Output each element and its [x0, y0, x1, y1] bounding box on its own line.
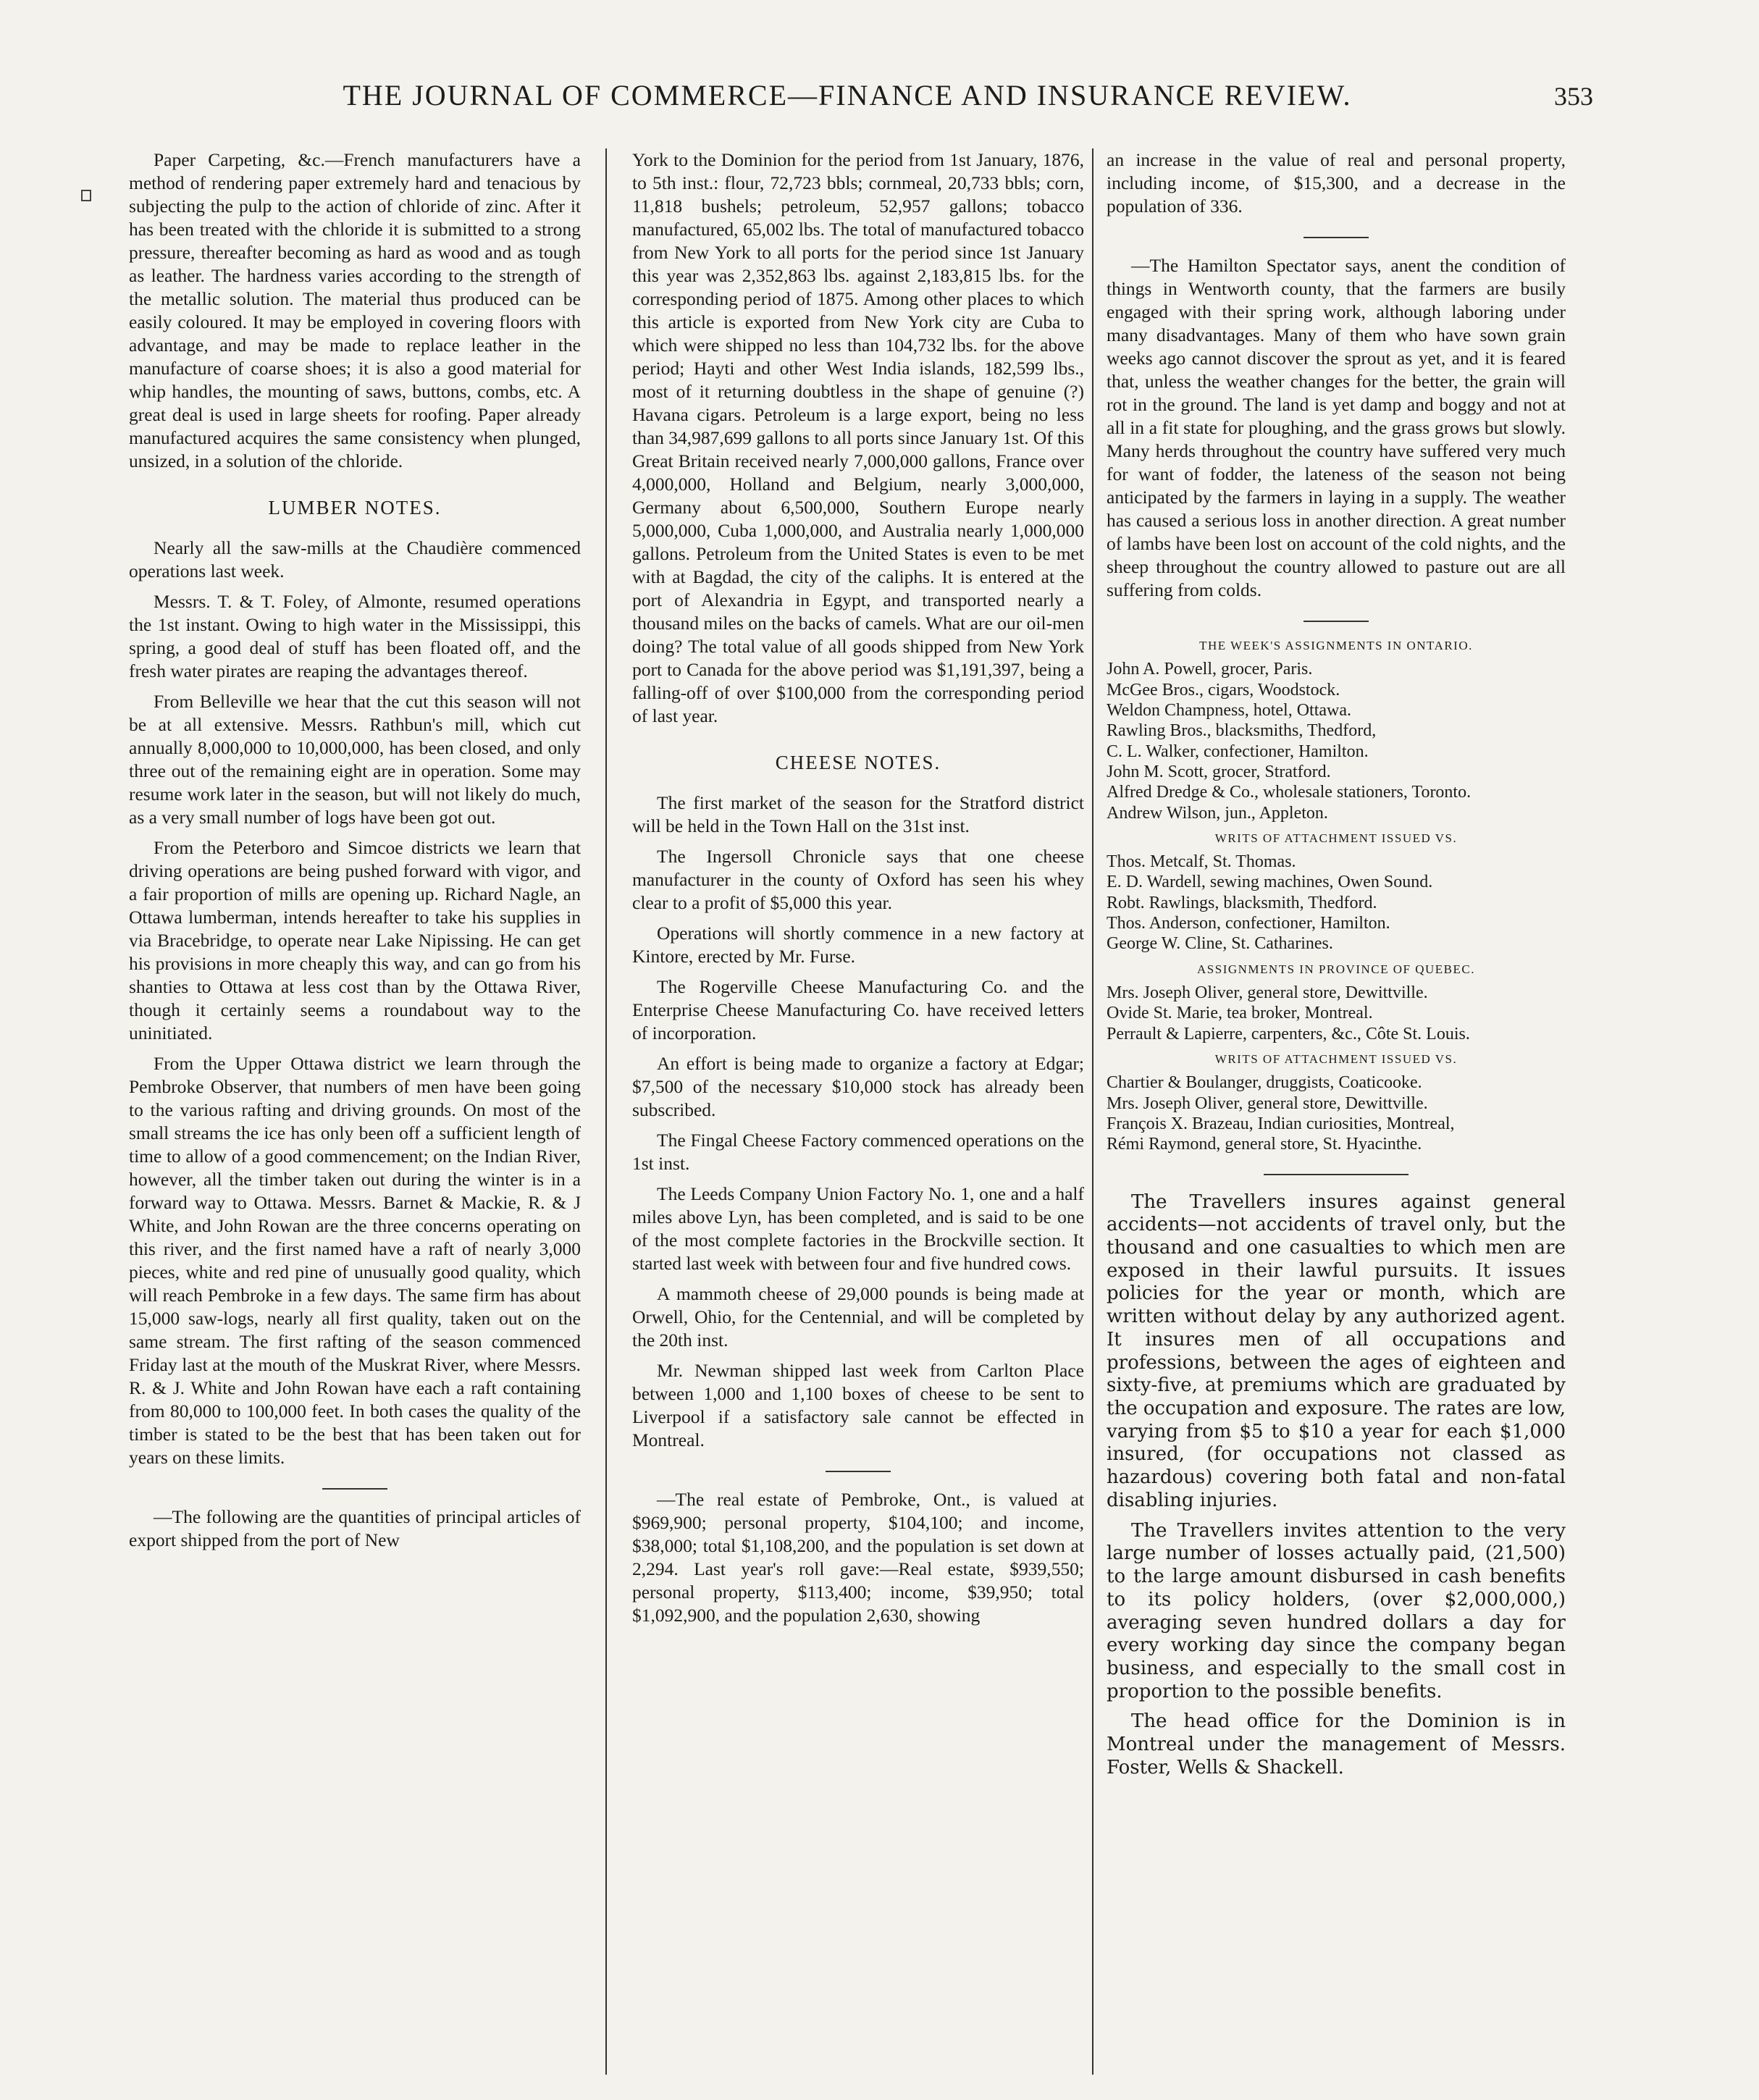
list-item: E. D. Wardell, sewing machines, Owen Sound.	[1107, 873, 1433, 892]
list-item: Thos. Anderson, confectioner, Hamilton.	[1107, 914, 1390, 933]
page-number: 353	[1554, 82, 1593, 111]
list-item: George W. Cline, St. Catharines.	[1107, 934, 1333, 954]
lumber-paragraph: Nearly all the saw-mills at the Chaudière commenced operations last week.	[129, 537, 581, 581]
list-item: Perrault & Lapierre, carpenters, &c., Côte St. Louis.	[1107, 1024, 1470, 1043]
cheese-paragraph: Mr. Newman shipped last week from Carlton Place between 1,000 and 1,100 boxes of cheese to be sent to Liverpool if a satisfactory sale cannot be effected in Montreal.	[632, 1359, 1084, 1450]
list-item: Mrs. Joseph Oliver, general store, Dewittville.	[1107, 1093, 1428, 1113]
pembroke-paragraph: —The real estate of Pembroke, Ont., is valued at $969,900; personal property, $104,100; and income, $38,000; total $1,108,200, and the population is set down at 2,294. Last year's roll gave:—Real estate, $939,550; personal property, $113,400; income, $39,950; total $1,092,900, and the population 2,630, showing	[632, 1488, 1084, 1626]
writs-quebec-list	[1107, 1072, 1566, 1154]
travellers-paragraph: The head office for the Dominion is in Montreal under the management of Messrs. Foster, Wells & Shackell.	[1107, 1710, 1566, 1778]
lumber-notes-heading: LUMBER NOTES.	[268, 497, 442, 518]
cheese-paragraph: A mammoth cheese of 29,000 pounds is being made at Orwell, Ohio, for the Centennial, and will be completed by the 20th inst.	[632, 1282, 1084, 1351]
list-item: Thos. Metcalf, St. Thomas.	[1107, 852, 1296, 872]
writs-ontario-heading: WRITS OF ATTACHMENT ISSUED VS.	[1214, 831, 1458, 845]
list-item: Rawling Bros., blacksmiths, Thedford,	[1107, 721, 1377, 741]
list-item: Ovide St. Marie, tea broker, Montreal.	[1107, 1004, 1373, 1023]
cheese-paragraph: The Leeds Company Union Factory No. 1, one and a half miles above Lyn, has been completed, and is said to be one of the most complete factories in the Brockville section. It started last week with between four and five hundred cows.	[632, 1183, 1084, 1274]
column-1	[129, 148, 581, 2060]
cheese-notes-heading: CHEESE NOTES.	[775, 752, 941, 773]
list-item: C. L. Walker, confectioner, Hamilton.	[1107, 742, 1369, 761]
list-item: François X. Brazeau, Indian curiosities, Montreal,	[1107, 1114, 1455, 1133]
travellers-paragraph: The Travellers invites attention to the very large number of losses actually paid, (21,500) to the large amount disbursed in cash benefits to its policy holders, (over $2,000,000,) averaging seven hundred dollars a day for every working day since the company began business, and especially to the small cost in proportion to the possible benefits.	[1107, 1519, 1566, 1702]
assignments-ontario-heading: THE WEEK'S ASSIGNMENTS IN ONTARIO.	[1199, 639, 1473, 652]
cheese-paragraph: The first market of the season for the Stratford district will be held in the Town Hall on the 31st inst.	[632, 791, 1084, 836]
list-item: Weldon Champness, hotel, Ottawa.	[1107, 700, 1352, 720]
export-paragraph: York to the Dominion for the period from 1st January, 1876, to 5th inst.: flour, 72,723 bbls; cornmeal, 20,733 bbls; corn, 11,818 bushels; petroleum, 52,957 gallons; tobacco manufactured, 65,002 lbs. The total of manufactured tobacco from New York to all ports for the period since 1st January this year was 2,352,863 lbs. against 2,183,815 lbs. for the corresponding period of 1875. Among other places to which this article is exported from New York city are Cuba to which were shipped no less than 104,732 lbs. for the above period; Hayti and other West India islands, 182,599 lbs., most of it returning doubtless in the shape of genuine (?) Havana cigars. Petroleum is a large export, being no less than 34,987,699 gallons to all ports since January 1st. Of this Great Britain received nearly 7,000,000 gallons, France over 4,000,000, Holland and Belgium, nearly 3,000,000, Germany about 6,500,000, Southern Europe nearly 5,000,000, Cuba 1,000,000, and Australia nearly 1,000,000 gallons. Petroleum from the United States is even to be met with at Bagdad, the city of the caliphs. It is entered at the port of Alexandria in Egypt, and transported nearly a thousand miles on the backs of camels. What are our oil-men doing? The total value of all goods shipped from New York port to Canada for the above period was $1,191,397, being a falling-off of over $100,000 from the corresponding period of last year.	[632, 149, 1084, 726]
list-item: Rémi Raymond, general store, St. Hyacinthe.	[1107, 1135, 1422, 1154]
writs-ontario-list	[1107, 852, 1566, 954]
list-item: John A. Powell, grocer, Paris.	[1107, 660, 1313, 679]
column-rule	[605, 148, 607, 2075]
assignments-ontario-list	[1107, 659, 1566, 823]
list-item: Alfred Dredge & Co., wholesale stationers, Toronto.	[1107, 783, 1472, 802]
lumber-paragraph: From Belleville we hear that the cut this season will not be at all extensive. Messrs. Rathbun's mill, which cut annually 8,000,000 to 10,000,000, has been closed, and only three out of the remaining eight are in operation. Some may resume work later in the season, but will not likely do much, as a very small number of logs have been got out.	[129, 690, 581, 828]
column-3	[1107, 148, 1566, 2060]
cheese-paragraph: The Fingal Cheese Factory commenced operations on the 1st inst.	[632, 1129, 1084, 1174]
cheese-paragraph: An effort is being made to organize a factory at Edgar; $7,500 of the necessary $10,000 stock has already been subscribed.	[632, 1052, 1084, 1120]
section-divider	[1303, 621, 1369, 622]
list-item: Andrew Wilson, jun., Appleton.	[1107, 803, 1328, 823]
travellers-paragraph: The Travellers insures against general accidents—not accidents of travel only, but the thousand and one casualties to which men are exposed in their lawful pursuits. It issues policies for the year or month, which are written without delay by any authorized agent. It insures men of all occupations and professions, between the ages of eighteen and sixty-five, at premiums which are graduated by the occupation and exposure. The rates are low, varying from $5 to $10 a year for each $1,000 insured, (for occupations not classed as hazardous) covering both fatal and non-fatal disabling injuries.	[1107, 1190, 1566, 1511]
assignments-quebec-list	[1107, 983, 1566, 1044]
section-divider	[1264, 1174, 1409, 1175]
paper-carpeting-paragraph: Paper Carpeting, &c.—French manufacturers have a method of rendering paper extremely hard and tenacious by subjecting the pulp to the action of chloride of zinc. After it has been treated with the chloride it is submitted to a strong pressure, thereafter becoming as hard as wood and as tough as leather. The hardness varies according to the strength of the metallic solution. The material thus produced can be easily coloured. It may be employed in covering floors with advantage, and may be made to replace leather in the manufacture of coarse shoes; it is also a good material for whip handles, the mounting of saws, buttons, combs, etc. A great deal is used in large sheets for roofing. Paper already manufactured acquires the same consistency when plunged, unsized, in a solution of the chloride.	[129, 149, 581, 471]
column-rule	[1092, 148, 1093, 2075]
list-item: McGee Bros., cigars, Woodstock.	[1107, 680, 1340, 700]
travellers-advertisement	[1107, 1191, 1566, 1780]
journal-title: THE JOURNAL OF COMMERCE—FINANCE AND INSURANCE REVIEW.	[343, 79, 1352, 112]
pembroke-continued-paragraph: an increase in the value of real and personal property, including income, of $15,300, and a decrease in the population of 336.	[1107, 149, 1566, 217]
section-divider	[1303, 237, 1369, 238]
margin-mark-icon	[81, 190, 91, 201]
list-item: Robt. Rawlings, blacksmith, Thedford.	[1107, 893, 1377, 912]
cheese-paragraph: The Rogerville Cheese Manufacturing Co. and the Enterprise Cheese Manufacturing Co. have received letters of incorporation.	[632, 975, 1084, 1043]
page-header	[130, 78, 1593, 122]
writs-quebec-heading: WRITS OF ATTACHMENT ISSUED VS.	[1214, 1051, 1458, 1066]
cheese-paragraph: The Ingersoll Chronicle says that one cheese manufacturer in the county of Oxford has seen his whey clear to a profit of $5,000 this year.	[632, 845, 1084, 913]
spectator-paragraph: —The Hamilton Spectator says, anent the condition of things in Wentworth county, that the farmers are busily engaged with their spring work, although laboring under many disadvantages. Many of them who have sown grain weeks ago cannot discover the sprout as yet, and it is feared that, unless the weather changes for the better, the grain will rot in the ground. The land is yet damp and boggy and not at all in a fit state for ploughing, and the grass grows but slowly. Many herds throughout the country have suffered very much for want of fodder, the lateness of the season not being anticipated by the farmers in laying in a supply. The weather has caused a serious loss in another direction. A great number of lambs have been lost on account of the cold nights, and the sheep throughout the country allowed to pasture out are all suffering from colds.	[1107, 255, 1566, 600]
export-intro-paragraph: —The following are the quantities of principal articles of export shipped from the port of New	[129, 1505, 581, 1550]
assignments-quebec-heading: ASSIGNMENTS IN PROVINCE OF QUEBEC.	[1197, 962, 1475, 976]
list-item: John M. Scott, grocer, Stratford.	[1107, 762, 1331, 781]
lumber-paragraph: From the Upper Ottawa district we learn through the Pembroke Observer, that numbers of men have been going to the various rafting and driving grounds. On most of the small streams the ice has only been off a sufficient length of time to allow of a good commencement; on the Indian River, however, all the timber taken out during the winter is in a forward way to Ottawa. Messrs. Barnet & Mackie, R. & J White, and John Rowan are the three concerns operating on this river, and the first named have a raft of nearly 3,000 pieces, white and red pine of unusually good quality, which will reach Pembroke in a few days. The same firm has about 15,000 saw-logs, nearly all first quality, taken out on the same stream. The first rafting of the season commenced Friday last at the mouth of the Muskrat River, where Messrs. R. & J. White and John Rowan have each a raft containing from 80,000 to 100,000 feet. In both cases the quality of the timber is stated to be the best that has been taken out for years on these limits.	[129, 1052, 581, 1468]
list-item: Mrs. Joseph Oliver, general store, Dewittville.	[1107, 983, 1428, 1003]
column-2	[632, 148, 1084, 2060]
section-divider	[322, 1488, 387, 1490]
cheese-paragraph: Operations will shortly commence in a new factory at Kintore, erected by Mr. Furse.	[632, 922, 1084, 967]
list-item: Chartier & Boulanger, druggists, Coaticooke.	[1107, 1073, 1422, 1093]
lumber-paragraph: From the Peterboro and Simcoe districts we learn that driving operations are being pushed forward with vigor, and a fair proportion of mills are opening up. Richard Nagle, an Ottawa lumberman, intends hereafter to take his supplies in via Bracebridge, to operate near Lake Nipissing. He can get his provisions in more cheaply this way, and can go from his shanties to Ottawa at less cost than by the Ottawa River, though it certainly seems a roundabout way to the uninitiated.	[129, 836, 581, 1043]
section-divider	[826, 1471, 891, 1472]
lumber-paragraph: Messrs. T. & T. Foley, of Almonte, resumed operations the 1st instant. Owing to high water in the Mississippi, this spring, a good deal of stuff has been floated off, and the fresh water pirates are reaping the advantages thereof.	[129, 590, 581, 681]
